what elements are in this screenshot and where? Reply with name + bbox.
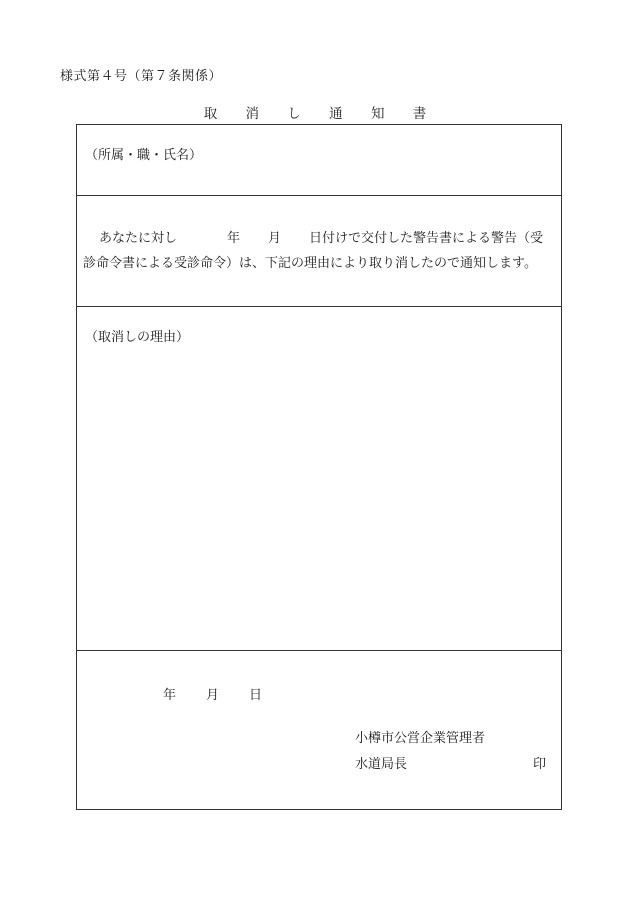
notice-text-mid: 日付けで交付した警告書による警告（受 [309, 231, 544, 246]
title-char: 知 [370, 106, 385, 122]
issuer-line-2: 水道局長 [355, 757, 408, 772]
date-day: 日 [249, 688, 263, 703]
notice-month: 月 [268, 231, 282, 246]
footer-section [77, 651, 561, 811]
title-char: 書 [412, 106, 427, 122]
notice-year: 年 [227, 231, 241, 246]
notice-text [83, 226, 559, 276]
title-char: 通 [329, 106, 343, 122]
document-title [0, 102, 630, 122]
notice-line-1 [83, 226, 559, 251]
issuer-line-1: 小樽市公営企業管理者 [355, 731, 486, 746]
form-frame [76, 124, 562, 810]
notice-text-start: あなたに対し [99, 231, 178, 246]
form-number: 様式第４号（第７条関係） [60, 69, 223, 84]
date-month: 月 [206, 688, 220, 703]
recipient-section [77, 125, 561, 196]
date-year: 年 [163, 688, 177, 703]
recipient-label: （所属・職・氏名） [85, 148, 203, 163]
date-row [163, 684, 262, 703]
notice-line-2: 診命令書による受診命令）は、下記の理由により取り消したので通知します。 [83, 256, 537, 271]
reason-label: （取消しの理由） [85, 330, 190, 345]
title-char: し [287, 106, 301, 122]
notice-section [77, 196, 561, 307]
seal-mark: 印 [533, 757, 547, 772]
reason-section [77, 307, 561, 651]
title-char: 取 [203, 106, 218, 122]
title-char: 消 [245, 106, 260, 122]
